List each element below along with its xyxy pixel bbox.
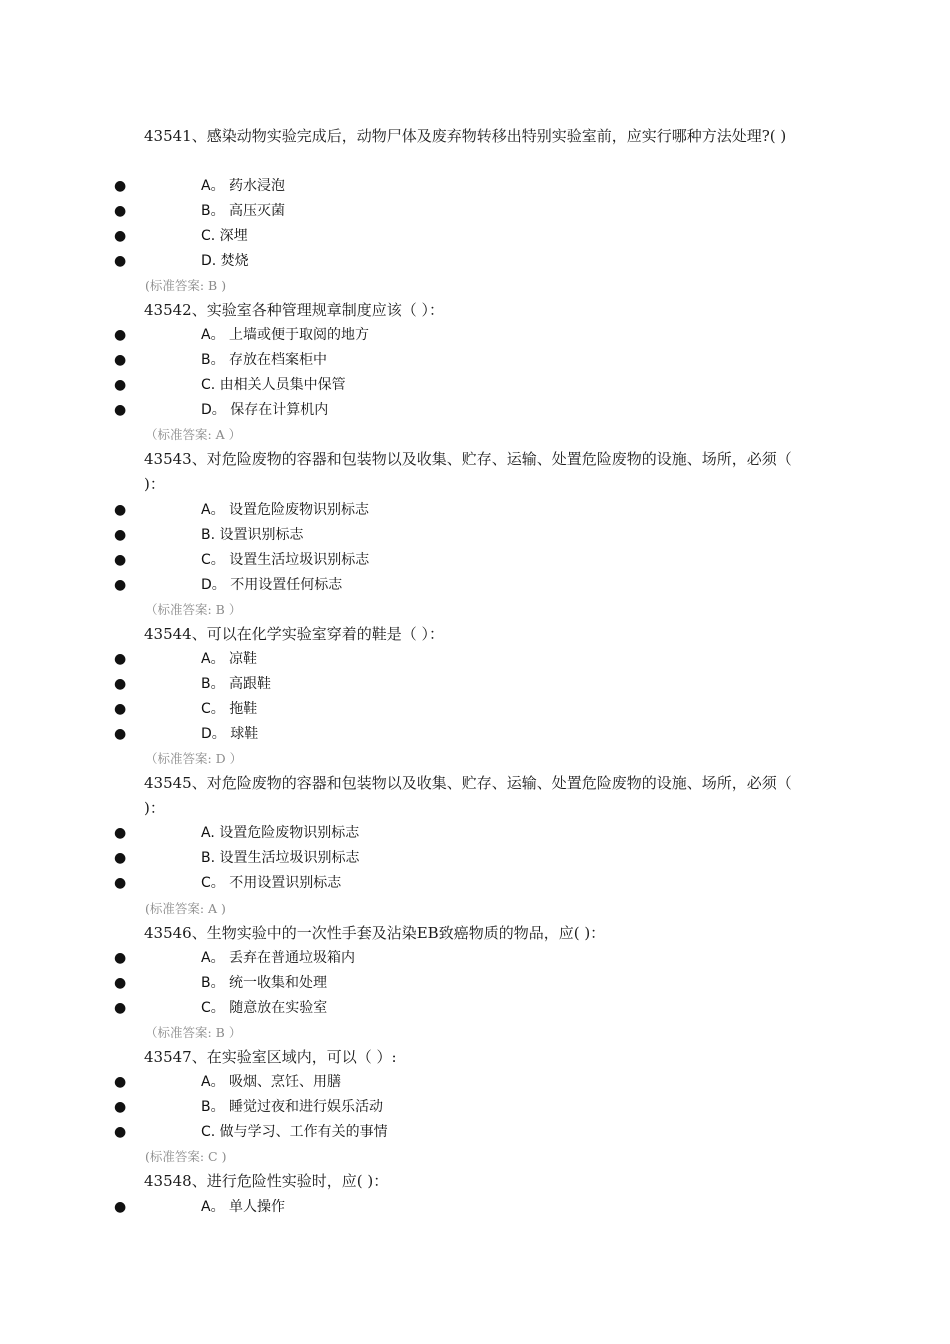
bullet-icon: ●	[114, 1000, 127, 1016]
bullet-icon: ●	[114, 253, 127, 269]
bullet-icon: ●	[114, 577, 127, 593]
bullet-icon: ●	[114, 203, 127, 219]
bullet-icon: ●	[114, 1124, 127, 1140]
standard-answer: (标准答案: B )	[145, 278, 227, 293]
standard-answer: （标准答案: D ）	[145, 751, 243, 766]
bullet-icon: ●	[114, 1099, 127, 1115]
bullet-icon: ●	[114, 1199, 127, 1215]
question-text: 43542、实验室各种管理规章制度应该（ ）：	[144, 301, 444, 319]
standard-answer: （标准答案: B ）	[145, 602, 242, 617]
question-text: 43543、对危险废物的容器和包装物以及收集、贮存、运输、处置危险废物的设施、场所，必须（ )：	[144, 450, 792, 493]
bullet-icon: ●	[114, 377, 127, 393]
bullet-icon: ●	[114, 352, 127, 368]
question-text: 43547、在实验室区域内，可以（ ）:	[144, 1048, 397, 1066]
bullet-icon: ●	[114, 228, 127, 244]
bullet-icon: ●	[114, 950, 127, 966]
standard-answer: (标准答案: C )	[145, 1149, 227, 1164]
bullet-icon: ●	[114, 327, 127, 343]
standard-answer: （标准答案: B ）	[145, 1025, 242, 1040]
bullet-icon: ●	[114, 825, 127, 841]
bullet-icon: ●	[114, 701, 127, 717]
bullet-icon: ●	[114, 975, 127, 991]
standard-answer: （标准答案: A ）	[145, 427, 242, 442]
bullet-icon: ●	[114, 726, 127, 742]
bullet-icon: ●	[114, 527, 127, 543]
bullet-icon: ●	[114, 552, 127, 568]
bullet-icon: ●	[114, 402, 127, 418]
document-page: 43541、感染动物实验完成后，动物尸体及废弃物转移出特别实验室前，应实行哪种方法处理?( ) ● A。 药水浸泡 ● B。 高压灭菌 ● C. 深埋 ● D. 焚烧 (标准答案: B ) 43542、实验室各种管理规章制度应该（ ）： ● A。 上墙或便于取阅的地方 ● B。 存放在档案柜中 ● C. 由相关人员集中保管 ● D。 保存在计算机内 （标准答案: A ） 43543、对危险废物的容器和包装物以及收集、贮存、运输、处置危险废物的设施、场所，必须（ )： ● A。 设置危险废物识别标志 ● B. 设置识别标志 ● C。 设置生活垃圾识别标志 ● D。 不用设置任何标志 （标准答案: B ） 43544、可以在化学实验室穿着的鞋是（ ）： ● A。 凉鞋 ● B。 高跟鞋 ● C。 拖鞋 ● D。 球鞋 （标准答案: D ） 43545、对危险废物的容器和包装物以及收集、贮存、运输、处置危险废物的设施、场所，必须（ )： ● A. 设置危险废物识别标志 ● B. 设置生活垃圾识别标志 ● C。 不用设置识别标志 (标准答案: A ) 43546、生物实验中的一次性手套及沾染EB致癌物质的物品，应( )： ● A。 丢弃在普通垃圾箱内 ● B。 统一收集和处理 ● C。 随意放在实验室 （标准答案: B ） 43547、在实验室区域内，可以（ ）: ● A。 吸烟、烹饪、用膳 ● B。 睡觉过夜和进行娱乐活动 ● C. 做与学习、工作有关的事情 (标准答案: C ) 43548、进行危险性实验时，应( )： ● A。 单人操作	[0, 0, 950, 1344]
question-text: 43546、生物实验中的一次性手套及沾染EB致癌物质的物品，应( )：	[144, 924, 606, 942]
bullet-icon: ●	[114, 875, 127, 891]
bullet-icon: ●	[114, 651, 127, 667]
bullet-icon: ●	[114, 676, 127, 692]
question-text: 43544、可以在化学实验室穿着的鞋是（ ）：	[144, 625, 444, 643]
bullet-icon: ●	[114, 502, 127, 518]
bullet-icon: ●	[114, 178, 127, 194]
question-text: 43548、进行危险性实验时，应( )：	[144, 1172, 389, 1190]
question-text: 43545、对危险废物的容器和包装物以及收集、贮存、运输、处置危险废物的设施、场所，必须（ )：	[144, 774, 792, 817]
bullet-icon: ●	[114, 850, 127, 866]
question-text: 43541、感染动物实验完成后，动物尸体及废弃物转移出特别实验室前，应实行哪种方法处理?( )	[144, 127, 787, 145]
standard-answer: (标准答案: A )	[145, 901, 226, 916]
bullet-icon: ●	[114, 1074, 127, 1090]
